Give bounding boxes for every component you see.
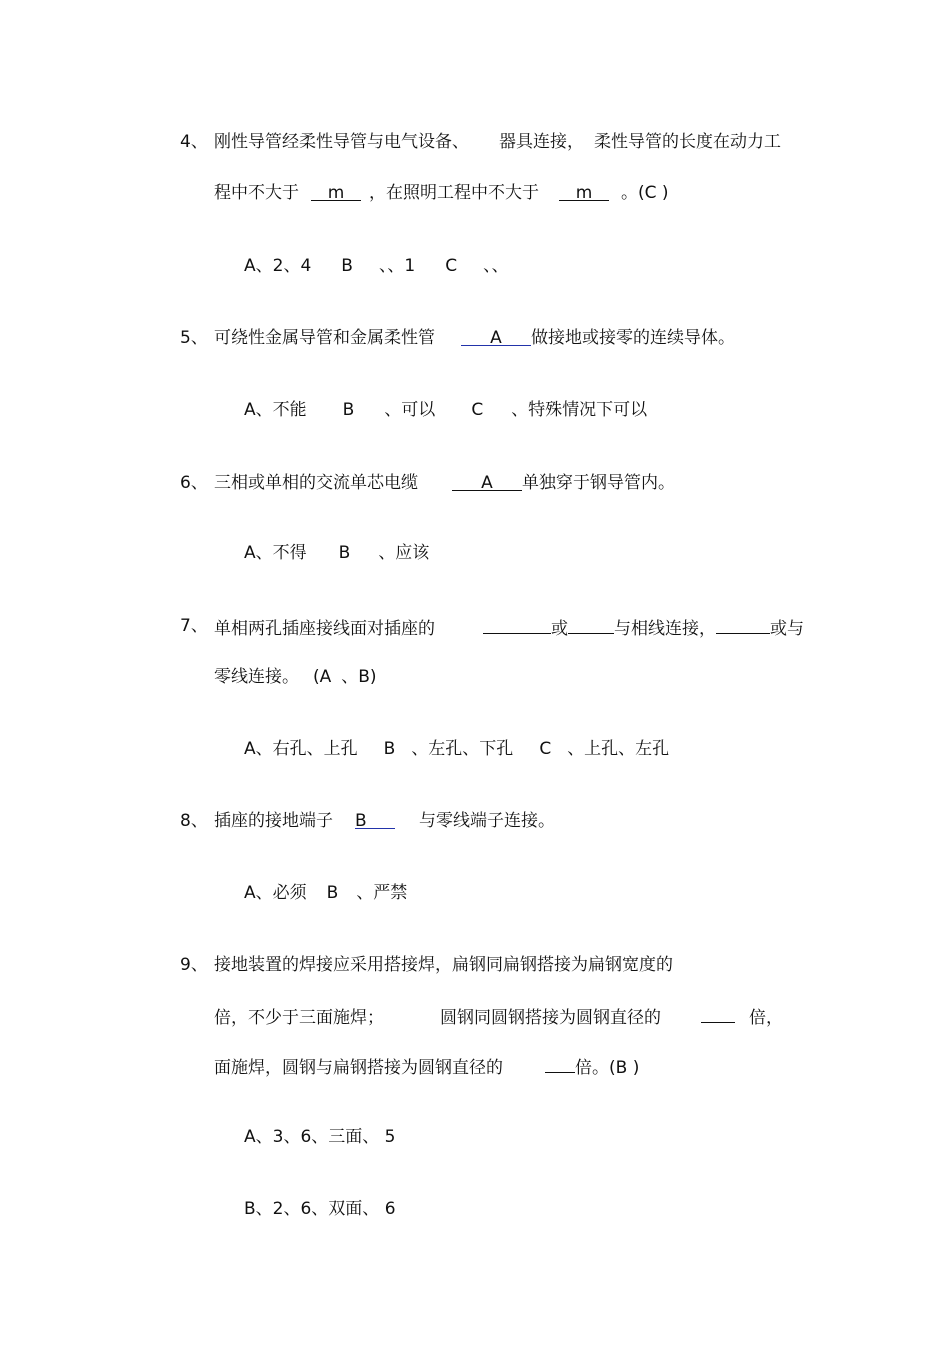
q5-text-b: 做接地或接零的连续导体。 <box>531 328 735 348</box>
q7-blank-3 <box>716 615 770 634</box>
q4-blank-1: m <box>311 182 361 201</box>
q7-answer-b: 、B) <box>341 667 377 687</box>
q4-text-c: 柔性导管的长度在动力工 <box>594 132 781 152</box>
question-6-line-1 <box>214 472 675 494</box>
q5-option-b-letter: B <box>342 400 355 420</box>
question-9-number: 9、 <box>180 955 208 975</box>
question-7-line-2 <box>214 666 377 688</box>
q9-blank-2 <box>545 1054 575 1073</box>
q7-option-b-letter: B <box>383 739 396 759</box>
q4-blank-2: m <box>559 182 609 201</box>
q7-option-a: A、右孔、上孔 <box>244 739 358 759</box>
question-8-line-1 <box>214 810 555 832</box>
question-8-number: 8、 <box>180 811 208 831</box>
question-4-number: 4、 <box>180 132 208 152</box>
q5-option-a: A、不能 <box>244 400 307 420</box>
q5-text-a: 可绕性金属导管和金属柔性管 <box>214 328 435 348</box>
q7-option-c-text: 、上孔、左孔 <box>567 739 670 759</box>
q8-text-b: 与零线端子连接。 <box>419 811 555 831</box>
q4-option-b-letter: B <box>341 256 353 276</box>
question-4-line-1 <box>214 131 781 153</box>
q9-option-b: B、2、6、双面、 6 <box>244 1199 396 1219</box>
question-4-options <box>244 255 509 277</box>
q7-text-d: 或与 <box>770 619 804 639</box>
question-4-line-2 <box>214 182 669 204</box>
q7-blank-1 <box>483 615 551 634</box>
q5-option-c-letter: C <box>471 400 484 420</box>
q7-text-a: 单相两孔插座接线面对插座的 <box>214 619 435 639</box>
q6-option-a: A、不得 <box>244 543 307 563</box>
q6-text-a: 三相或单相的交流单芯电缆 <box>214 473 418 493</box>
q7-option-c-letter: C <box>539 739 552 759</box>
question-5-line-1 <box>214 327 735 349</box>
q9-line3-b: 倍。(B ) <box>575 1058 640 1078</box>
q4-line2-c: 。(C ) <box>621 183 669 203</box>
q4-option-b-text: 、、1 <box>378 256 416 276</box>
q4-text-b: 器具连接， <box>499 132 584 152</box>
q4-option-c-letter: C <box>445 256 458 276</box>
question-8-options <box>244 882 407 904</box>
q4-option-a: A、2、4 <box>244 256 312 276</box>
q9-blank-1 <box>701 1004 735 1023</box>
q9-line2-a: 倍，不少于三面施焊； <box>214 1008 384 1028</box>
q4-line2-b: ，在照明工程中不大于 <box>369 183 539 203</box>
q7-line2-a: 零线连接。 <box>214 667 299 687</box>
question-9-line-2 <box>214 1004 783 1029</box>
q8-option-a: A、必须 <box>244 883 307 903</box>
q5-option-b-text: 、可以 <box>384 400 436 420</box>
question-6-number: 6、 <box>180 473 208 493</box>
q6-option-b-letter: B <box>338 543 351 563</box>
q7-text-b: 或 <box>551 619 568 639</box>
question-9-line-3 <box>214 1054 639 1079</box>
q8-option-b-text: 、严禁 <box>356 883 408 903</box>
q8-option-b-letter: B <box>326 883 339 903</box>
question-5-number: 5、 <box>180 328 208 348</box>
q4-line2-a: 程中不大于 <box>214 183 299 203</box>
question-9-line-1 <box>214 954 673 976</box>
q4-option-c-text: 、、 <box>483 256 509 276</box>
q9-option-a: A、3、6、三面、 5 <box>244 1127 396 1147</box>
question-7-line-1 <box>214 615 804 640</box>
q7-text-c: 与相线连接， <box>614 619 716 639</box>
q6-option-b-text: 、应该 <box>378 543 430 563</box>
q8-blank: B <box>355 810 395 829</box>
q9-line1-text: 接地装置的焊接应采用搭接焊，扁钢同扁钢搭接为扁钢宽度的 <box>214 955 673 975</box>
question-5-options <box>244 399 647 421</box>
q7-option-b-text: 、左孔、下孔 <box>411 739 514 759</box>
question-7-options <box>244 738 669 760</box>
q5-option-c-text: 、特殊情况下可以 <box>511 400 648 420</box>
q6-text-b: 单独穿于钢导管内。 <box>522 473 675 493</box>
question-7-number: 7、 <box>180 616 208 636</box>
question-6-options <box>244 542 429 564</box>
q5-blank: A <box>461 327 531 346</box>
q4-text-a: 刚性导管经柔性导管与电气设备、 <box>214 132 469 152</box>
q9-line2-c: 倍， <box>749 1008 783 1028</box>
q8-text-a: 插座的接地端子 <box>214 811 333 831</box>
q6-blank: A <box>452 472 522 491</box>
q7-answer-a: (A <box>313 667 332 687</box>
q9-line3-a: 面施焊，圆钢与扁钢搭接为圆钢直径的 <box>214 1058 503 1078</box>
q7-blank-2 <box>568 615 614 634</box>
q9-line2-b: 圆钢同圆钢搭接为圆钢直径的 <box>440 1008 661 1028</box>
